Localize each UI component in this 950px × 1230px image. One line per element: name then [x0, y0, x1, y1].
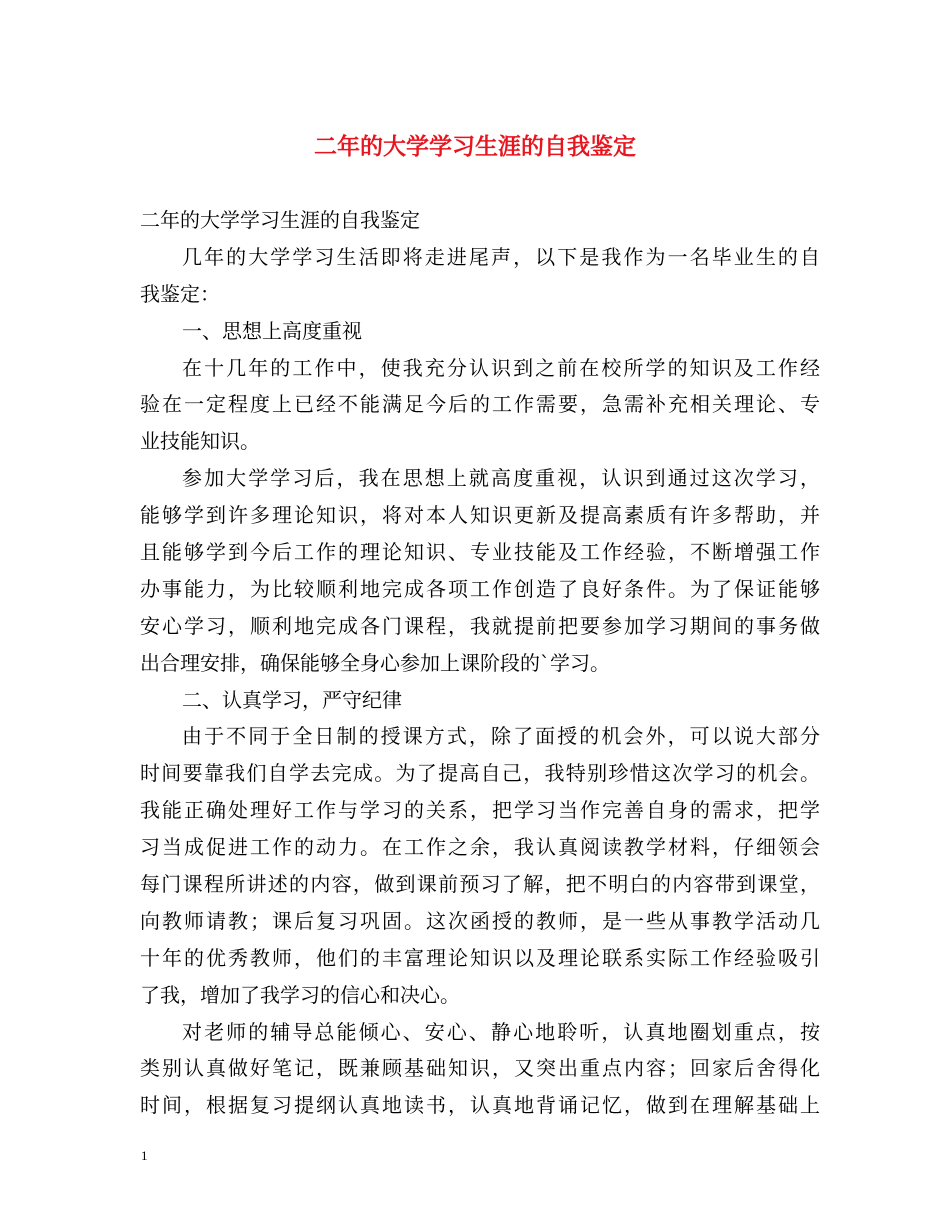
page-number: 1: [141, 1148, 148, 1163]
body-line: 且能够学到今后工作的理论知识、专业技能及工作经验，不断增强工作: [140, 540, 820, 565]
body-line: 十年的优秀教师，他们的丰富理论知识以及理论联系实际工作经验吸引: [140, 945, 820, 970]
body-line: 习当成促进工作的动力。在工作之余，我认真阅读教学材料，仔细领会: [140, 835, 820, 860]
body-line: 对老师的辅导总能倾心、安心、静心地聆听，认真地圈划重点，按: [182, 1019, 820, 1044]
body-line: 几年的大学学习生活即将走进尾声，以下是我作为一名毕业生的自: [182, 244, 820, 269]
body-line: 二年的大学学习生涯的自我鉴定: [140, 208, 420, 232]
body-line: 类别认真做好笔记，既兼顾基础知识，又突出重点内容；回家后舍得化: [140, 1056, 820, 1081]
body-line: 由于不同于全日制的授课方式，除了面授的机会外，可以说大部分: [182, 724, 820, 749]
body-line: 每门课程所讲述的内容，做到课前预习了解，把不明白的内容带到课堂，: [140, 872, 820, 897]
body-line: 时间，根据复习提纲认真地读书，认真地背诵记忆，做到在理解基础上: [140, 1093, 820, 1118]
body-line: 我能正确处理好工作与学习的关系，把学习当作完善自身的需求，把学: [140, 798, 820, 823]
section-heading: 一、思想上高度重视: [182, 318, 362, 343]
document-title: 二年的大学学习生涯的自我鉴定: [314, 133, 636, 160]
body-line: 能够学到许多理论知识，将对本人知识更新及提高素质有许多帮助，并: [140, 503, 820, 528]
body-line: 办事能力，为比较顺利地完成各项工作创造了良好条件。为了保证能够: [140, 576, 820, 601]
body-line: 时间要靠我们自学去完成。为了提高自己，我特别珍惜这次学习的机会。: [140, 761, 820, 786]
body-line: 我鉴定：: [140, 281, 220, 306]
body-line: 在十几年的工作中，使我充分认识到之前在校所学的知识及工作经: [182, 355, 820, 380]
document-body: [140, 202, 820, 1124]
section-heading: 二、认真学习，严守纪律: [182, 687, 402, 712]
body-line: 参加大学学习后，我在思想上就高度重视，认识到通过这次学习，: [182, 466, 820, 491]
body-line: 安心学习，顺利地完成各门课程，我就提前把要参加学习期间的事务做: [140, 613, 820, 638]
body-line: 了我，增加了我学习的信心和决心。: [140, 982, 460, 1007]
body-line: 向教师请教；课后复习巩固。这次函授的教师，是一些从事教学活动几: [140, 908, 820, 933]
body-line: 验在一定程度上已经不能满足今后的工作需要，急需补充相关理论、专: [140, 392, 820, 417]
body-line: 业技能知识。: [140, 429, 260, 454]
body-line: 出合理安排，确保能够全身心参加上课阶段的`学习。: [140, 650, 610, 675]
